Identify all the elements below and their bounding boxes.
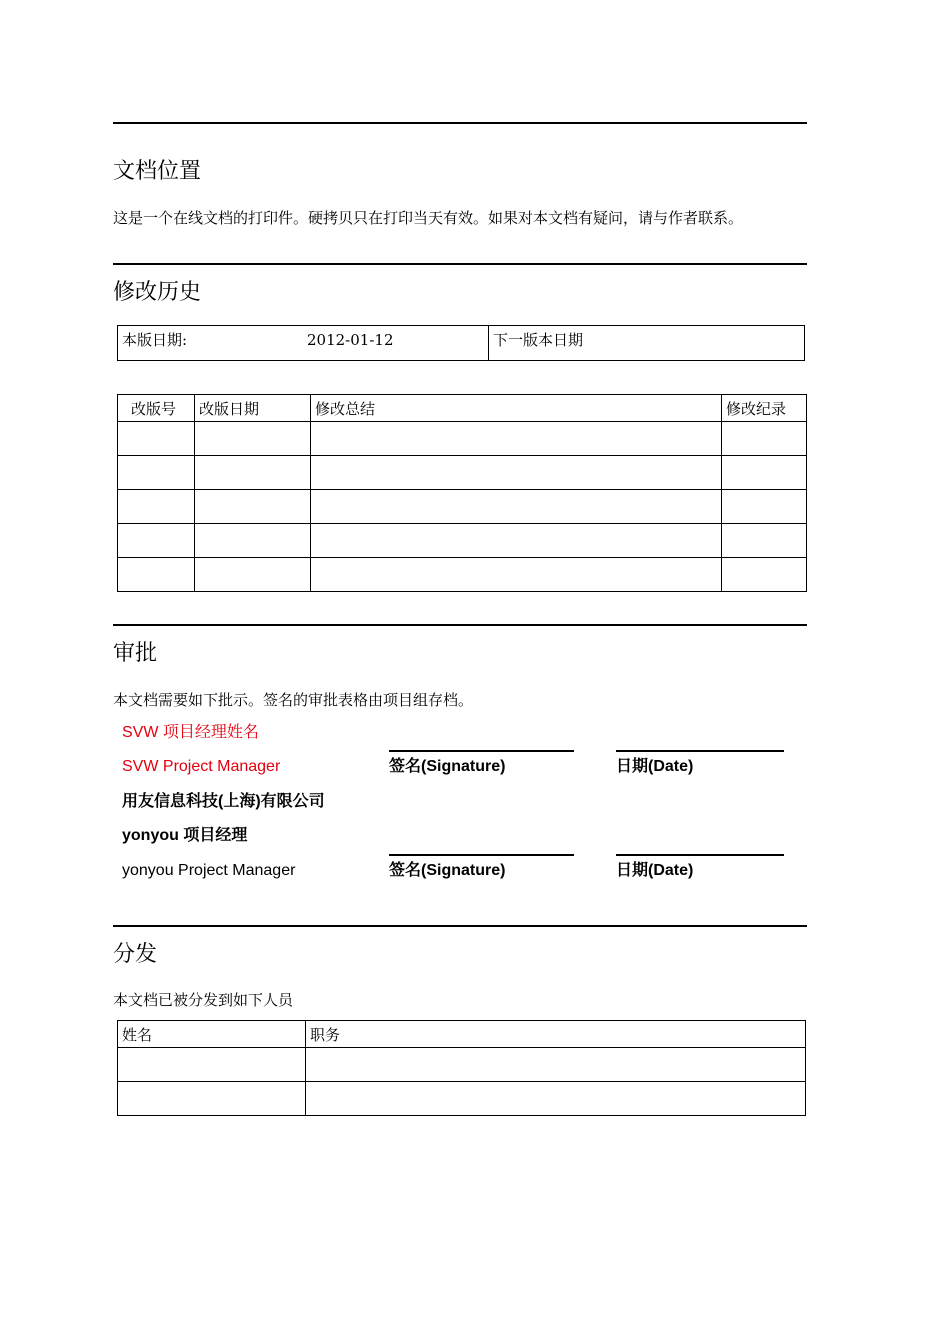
svw-manager-name-label: SVW 项目经理姓名 xyxy=(122,724,259,741)
table-cell[interactable] xyxy=(195,524,311,558)
table-cell[interactable] xyxy=(311,558,722,592)
table-row xyxy=(118,1048,806,1082)
table-cell[interactable] xyxy=(118,558,195,592)
section-divider xyxy=(113,122,807,124)
table-row xyxy=(118,524,807,558)
section-divider xyxy=(113,624,807,626)
column-header-revision-no: 改版号 xyxy=(118,395,195,422)
table-cell[interactable] xyxy=(118,490,195,524)
section-heading-approval: 审批 xyxy=(113,641,158,666)
yonyou-manager-role-label: yonyou Project Manager xyxy=(122,862,296,879)
table-row xyxy=(118,422,807,456)
company-name: 用友信息科技(上海)有限公司 xyxy=(122,793,325,810)
table-cell[interactable] xyxy=(311,490,722,524)
section-heading-location: 文档位置 xyxy=(113,159,202,184)
column-header-position: 职务 xyxy=(306,1021,806,1048)
table-cell[interactable] xyxy=(195,558,311,592)
table-cell[interactable] xyxy=(118,1048,306,1082)
column-header-name: 姓名 xyxy=(118,1021,306,1048)
table-cell[interactable] xyxy=(195,490,311,524)
current-date-value: 2012-01-12 xyxy=(307,331,394,349)
distribution-text: 本文档已被分发到如下人员 xyxy=(113,991,294,1009)
table-cell[interactable] xyxy=(722,558,807,592)
yonyou-manager-name-label: yonyou 项目经理 xyxy=(122,827,248,844)
yonyou-signature-line[interactable] xyxy=(389,854,574,856)
column-header-revision-date: 改版日期 xyxy=(195,395,311,422)
approval-text: 本文档需要如下批示。签名的审批表格由项目组存档。 xyxy=(113,691,474,709)
table-cell[interactable] xyxy=(195,456,311,490)
location-text: 这是一个在线文档的打印件。硬拷贝只在打印当天有效。如果对本文档有疑问，请与作者联系。 xyxy=(113,209,744,227)
svw-date-label: 日期(Date) xyxy=(616,758,694,775)
table-divider xyxy=(488,325,489,361)
section-heading-distribution: 分发 xyxy=(113,942,158,967)
table-cell[interactable] xyxy=(306,1082,806,1116)
svw-date-line[interactable] xyxy=(616,750,784,752)
revision-history-table xyxy=(117,394,807,592)
section-heading-history: 修改历史 xyxy=(113,280,202,305)
table-cell[interactable] xyxy=(722,490,807,524)
table-header-row xyxy=(118,1021,806,1048)
table-row xyxy=(118,490,807,524)
table-cell[interactable] xyxy=(722,456,807,490)
next-date-label: 下一版本日期 xyxy=(493,331,584,349)
svw-manager-role-label: SVW Project Manager xyxy=(122,758,281,775)
column-header-record: 修改纪录 xyxy=(722,395,807,422)
version-date-table xyxy=(117,325,805,361)
table-row xyxy=(118,456,807,490)
section-divider xyxy=(113,263,807,265)
column-header-summary: 修改总结 xyxy=(311,395,722,422)
svw-signature-line[interactable] xyxy=(389,750,574,752)
table-cell[interactable] xyxy=(311,422,722,456)
distribution-table xyxy=(117,1020,806,1116)
table-cell[interactable] xyxy=(118,422,195,456)
table-header-row xyxy=(118,395,807,422)
yonyou-signature-label: 签名(Signature) xyxy=(389,862,506,879)
table-row xyxy=(118,1082,806,1116)
table-cell[interactable] xyxy=(311,456,722,490)
yonyou-date-label: 日期(Date) xyxy=(616,862,694,879)
table-cell[interactable] xyxy=(118,1082,306,1116)
table-cell[interactable] xyxy=(306,1048,806,1082)
table-row xyxy=(118,558,807,592)
table-cell[interactable] xyxy=(722,422,807,456)
section-divider xyxy=(113,925,807,927)
table-cell[interactable] xyxy=(311,524,722,558)
svw-signature-label: 签名(Signature) xyxy=(389,758,506,775)
table-cell[interactable] xyxy=(722,524,807,558)
current-date-label: 本版日期: xyxy=(122,331,188,349)
table-cell[interactable] xyxy=(118,524,195,558)
table-cell[interactable] xyxy=(118,456,195,490)
table-cell[interactable] xyxy=(195,422,311,456)
yonyou-date-line[interactable] xyxy=(616,854,784,856)
